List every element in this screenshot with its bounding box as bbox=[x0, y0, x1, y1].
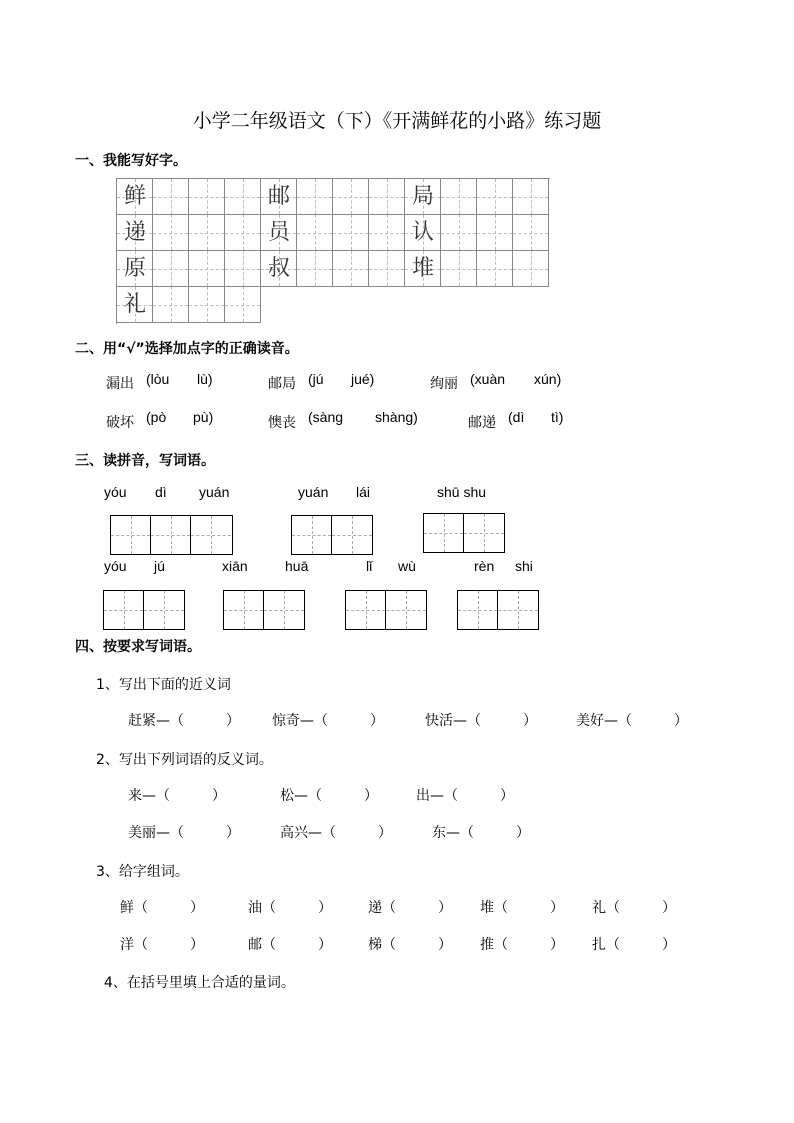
question-4-label: 4、在括号里填上合适的量词。 bbox=[104, 975, 295, 991]
grid-cell[interactable] bbox=[513, 179, 549, 215]
grid-cell[interactable] bbox=[333, 179, 369, 215]
page-title: 小学二年级语文（下）《开满鲜花的小路》练习题 bbox=[192, 110, 602, 132]
pinyin-label: jú bbox=[154, 558, 165, 574]
grid-cell[interactable] bbox=[153, 179, 189, 215]
word-group-item[interactable]: 洋（ ） bbox=[120, 937, 204, 953]
pinyin-label: yóu bbox=[104, 558, 127, 574]
word-group-item[interactable]: 堆（ ） bbox=[480, 900, 564, 916]
pinyin-label: dì bbox=[155, 484, 167, 500]
pron-option[interactable]: pù) bbox=[193, 409, 214, 425]
char-you: 邮 bbox=[267, 184, 290, 209]
char-li: 礼 bbox=[123, 292, 146, 317]
pron-option[interactable]: (dì bbox=[508, 409, 525, 425]
grid-cell-char bbox=[261, 251, 297, 287]
grid-cell[interactable] bbox=[297, 215, 333, 251]
pron-option[interactable]: jué) bbox=[351, 371, 375, 387]
grid-cell-char bbox=[261, 179, 297, 215]
grid-cell[interactable] bbox=[441, 179, 477, 215]
grid-cell-char bbox=[261, 215, 297, 251]
synonym-item[interactable]: 惊奇—（ ） bbox=[272, 713, 384, 729]
char-yuan: 员 bbox=[267, 220, 290, 245]
question-1-label: 1、写出下面的近义词 bbox=[96, 677, 231, 693]
pron-option[interactable]: (pò bbox=[146, 409, 167, 425]
grid-cell[interactable] bbox=[153, 251, 189, 287]
pinyin-label: huā bbox=[285, 558, 309, 574]
grid-cell[interactable] bbox=[225, 215, 261, 251]
grid-cell[interactable] bbox=[513, 215, 549, 251]
grid-cell[interactable] bbox=[189, 215, 225, 251]
answer-box-3[interactable] bbox=[110, 515, 233, 555]
grid-cell[interactable] bbox=[153, 215, 189, 251]
grid-cell[interactable] bbox=[333, 251, 369, 287]
section-4-heading: 四、按要求写词语。 bbox=[75, 639, 201, 655]
pron-item-word: 邮递 bbox=[468, 415, 496, 431]
char-shu: 叔 bbox=[267, 256, 290, 281]
char-xian: 鲜 bbox=[123, 184, 146, 209]
grid-cell-char bbox=[405, 251, 441, 287]
pinyin-label: shū shu bbox=[437, 484, 487, 500]
antonym-item[interactable]: 来—（ ） bbox=[128, 788, 226, 804]
pron-item-word: 破坏 bbox=[106, 415, 134, 431]
word-group-item[interactable]: 递（ ） bbox=[368, 900, 452, 916]
grid-cell-char bbox=[405, 215, 441, 251]
grid-cell[interactable] bbox=[477, 215, 513, 251]
synonym-item[interactable]: 快活—（ ） bbox=[425, 713, 537, 729]
grid-cell[interactable] bbox=[153, 287, 189, 323]
grid-cell[interactable] bbox=[477, 179, 513, 215]
section-1-heading: 一、我能写好字。 bbox=[75, 153, 187, 169]
char-di: 递 bbox=[123, 220, 146, 245]
pinyin-label: wù bbox=[398, 558, 416, 574]
grid-cell[interactable] bbox=[513, 251, 549, 287]
grid-cell[interactable] bbox=[297, 251, 333, 287]
section-3-heading: 三、读拼音，写词语。 bbox=[75, 453, 215, 469]
pron-option[interactable]: tì) bbox=[551, 409, 564, 425]
answer-box-2[interactable] bbox=[457, 590, 539, 630]
grid-cell-char bbox=[117, 215, 153, 251]
grid-cell-char bbox=[117, 251, 153, 287]
synonym-item[interactable]: 美好—（ ） bbox=[576, 713, 688, 729]
word-group-item[interactable]: 油（ ） bbox=[248, 900, 332, 916]
pron-option[interactable]: shàng) bbox=[375, 409, 418, 425]
pron-item-word: 漏出 bbox=[106, 376, 134, 392]
word-group-item[interactable]: 扎（ ） bbox=[592, 937, 676, 953]
word-group-item[interactable]: 推（ ） bbox=[480, 937, 564, 953]
grid-cell[interactable] bbox=[441, 215, 477, 251]
char-dui: 堆 bbox=[411, 256, 434, 281]
pron-option[interactable]: (jú bbox=[308, 371, 324, 387]
grid-cell[interactable] bbox=[225, 251, 261, 287]
writing-grid bbox=[116, 178, 550, 324]
grid-cell-char bbox=[117, 287, 153, 323]
grid-cell-char bbox=[117, 179, 153, 215]
word-group-item[interactable]: 礼（ ） bbox=[592, 900, 676, 916]
section-2-heading: 二、用“√”选择加点字的正确读音。 bbox=[75, 341, 299, 357]
grid-cell[interactable] bbox=[477, 251, 513, 287]
grid-cell[interactable] bbox=[369, 251, 405, 287]
pinyin-label: lǐ bbox=[366, 558, 373, 574]
char-ren: 认 bbox=[411, 220, 434, 245]
pron-option[interactable]: lù) bbox=[197, 371, 213, 387]
grid-cell[interactable] bbox=[189, 251, 225, 287]
pinyin-label: rèn bbox=[474, 558, 495, 574]
antonym-item[interactable]: 高兴—（ ） bbox=[280, 825, 392, 841]
pron-item-word: 邮局 bbox=[268, 376, 296, 392]
pron-item-word: 绚丽 bbox=[430, 376, 458, 392]
pinyin-label: yuán bbox=[199, 484, 230, 500]
pron-option[interactable]: (xuàn bbox=[470, 371, 506, 387]
pinyin-label: yuán bbox=[298, 484, 329, 500]
grid-cell[interactable] bbox=[369, 215, 405, 251]
pron-option[interactable]: (sàng bbox=[308, 409, 344, 425]
pron-option[interactable]: xún) bbox=[534, 371, 562, 387]
word-group-item[interactable]: 邮（ ） bbox=[248, 937, 332, 953]
grid-cell[interactable] bbox=[333, 215, 369, 251]
answer-box-2[interactable] bbox=[291, 515, 373, 555]
pron-option[interactable]: (lòu bbox=[146, 371, 170, 387]
grid-cell[interactable] bbox=[189, 287, 225, 323]
answer-box-2[interactable] bbox=[223, 590, 305, 630]
grid-cell[interactable] bbox=[189, 179, 225, 215]
pinyin-label: yóu bbox=[104, 484, 127, 500]
antonym-item[interactable]: 东—（ ） bbox=[432, 825, 530, 841]
answer-box-2[interactable] bbox=[345, 590, 427, 630]
word-group-item[interactable]: 鲜（ ） bbox=[120, 900, 204, 916]
pinyin-label: lái bbox=[356, 484, 371, 500]
question-3-label: 3、给字组词。 bbox=[96, 864, 189, 880]
pinyin-label: shi bbox=[515, 558, 533, 574]
answer-box-2[interactable] bbox=[423, 513, 505, 553]
pinyin-label: xiān bbox=[222, 558, 248, 574]
antonym-item[interactable]: 美丽—（ ） bbox=[128, 825, 240, 841]
grid-cell[interactable] bbox=[369, 179, 405, 215]
grid-cell-char bbox=[405, 179, 441, 215]
synonym-item[interactable]: 赶紧—（ ） bbox=[128, 713, 240, 729]
grid-cell[interactable] bbox=[441, 251, 477, 287]
grid-cell[interactable] bbox=[225, 179, 261, 215]
char-yuan2: 原 bbox=[123, 256, 146, 281]
answer-box-2[interactable] bbox=[103, 590, 185, 630]
char-ju: 局 bbox=[411, 184, 434, 209]
question-2-label: 2、写出下列词语的反义词。 bbox=[96, 752, 273, 768]
grid-cell[interactable] bbox=[225, 287, 261, 323]
word-group-item[interactable]: 梯（ ） bbox=[368, 937, 452, 953]
pron-item-word: 懊丧 bbox=[268, 415, 296, 431]
grid-cell[interactable] bbox=[297, 179, 333, 215]
antonym-item[interactable]: 出—（ ） bbox=[416, 788, 514, 804]
antonym-item[interactable]: 松—（ ） bbox=[280, 788, 378, 804]
